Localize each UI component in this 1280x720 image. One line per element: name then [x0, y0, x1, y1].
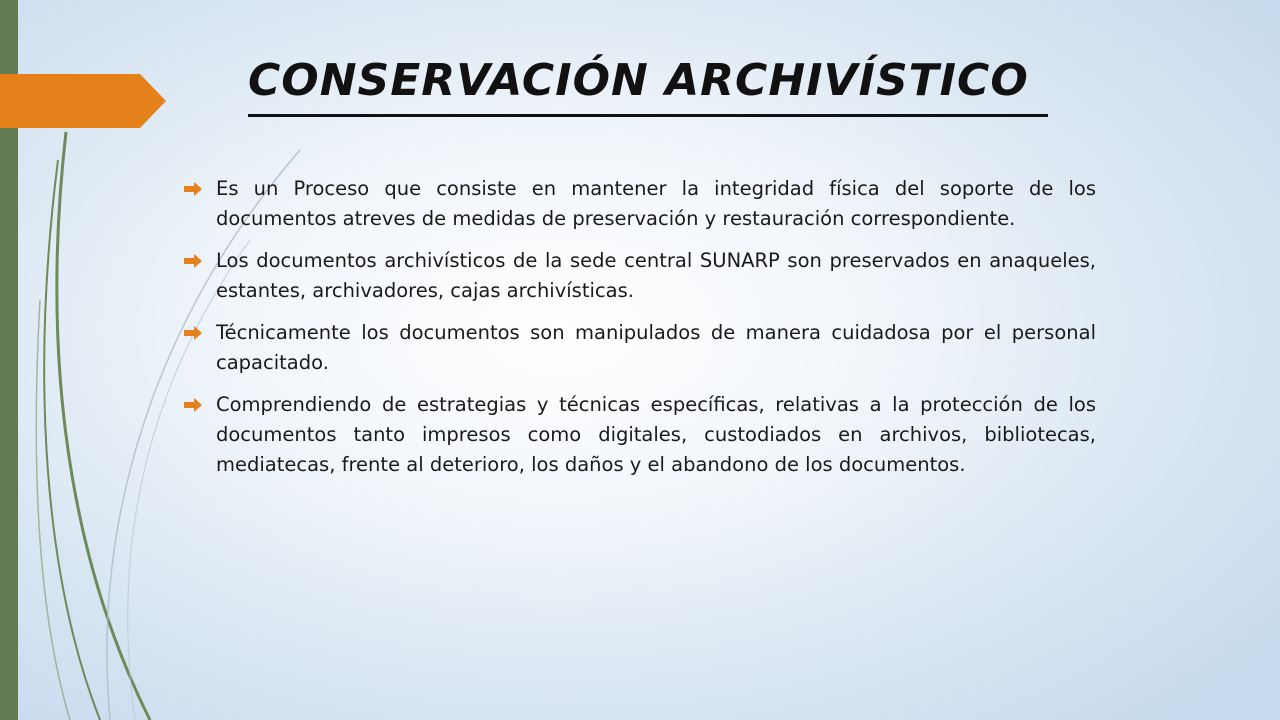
bullet-list	[184, 174, 1096, 492]
arrow-right-icon	[184, 182, 202, 196]
bullet-item	[184, 174, 1096, 234]
accent-tab	[0, 74, 166, 128]
arrow-right-icon	[184, 254, 202, 268]
bullet-text: Comprendiendo de estrategias y técnicas específicas, relativas a la protección de los documentos tanto impresos como digitales, custodiados en archivos, bibliotecas, mediatecas, frente al deterioro, los daños y el abandono de los documentos.	[216, 393, 1096, 476]
slide-title: CONSERVACIÓN ARCHIVÍSTICO	[248, 50, 1048, 117]
bullet-item	[184, 318, 1096, 378]
arrow-right-icon	[184, 398, 202, 412]
bullet-text: Técnicamente los documentos son manipulados de manera cuidadosa por el personal capacitado.	[216, 321, 1096, 374]
bullet-item	[184, 390, 1096, 480]
bullet-text: Es un Proceso que consiste en mantener la integridad física del soporte de los documentos atreves de medidas de preservación y restauración correspondiente.	[216, 177, 1096, 230]
bullet-text: Los documentos archivísticos de la sede central SUNARP son preservados en anaqueles, estantes, archivadores, cajas archivísticas.	[216, 249, 1096, 302]
bullet-item	[184, 246, 1096, 306]
arrow-right-icon	[184, 326, 202, 340]
